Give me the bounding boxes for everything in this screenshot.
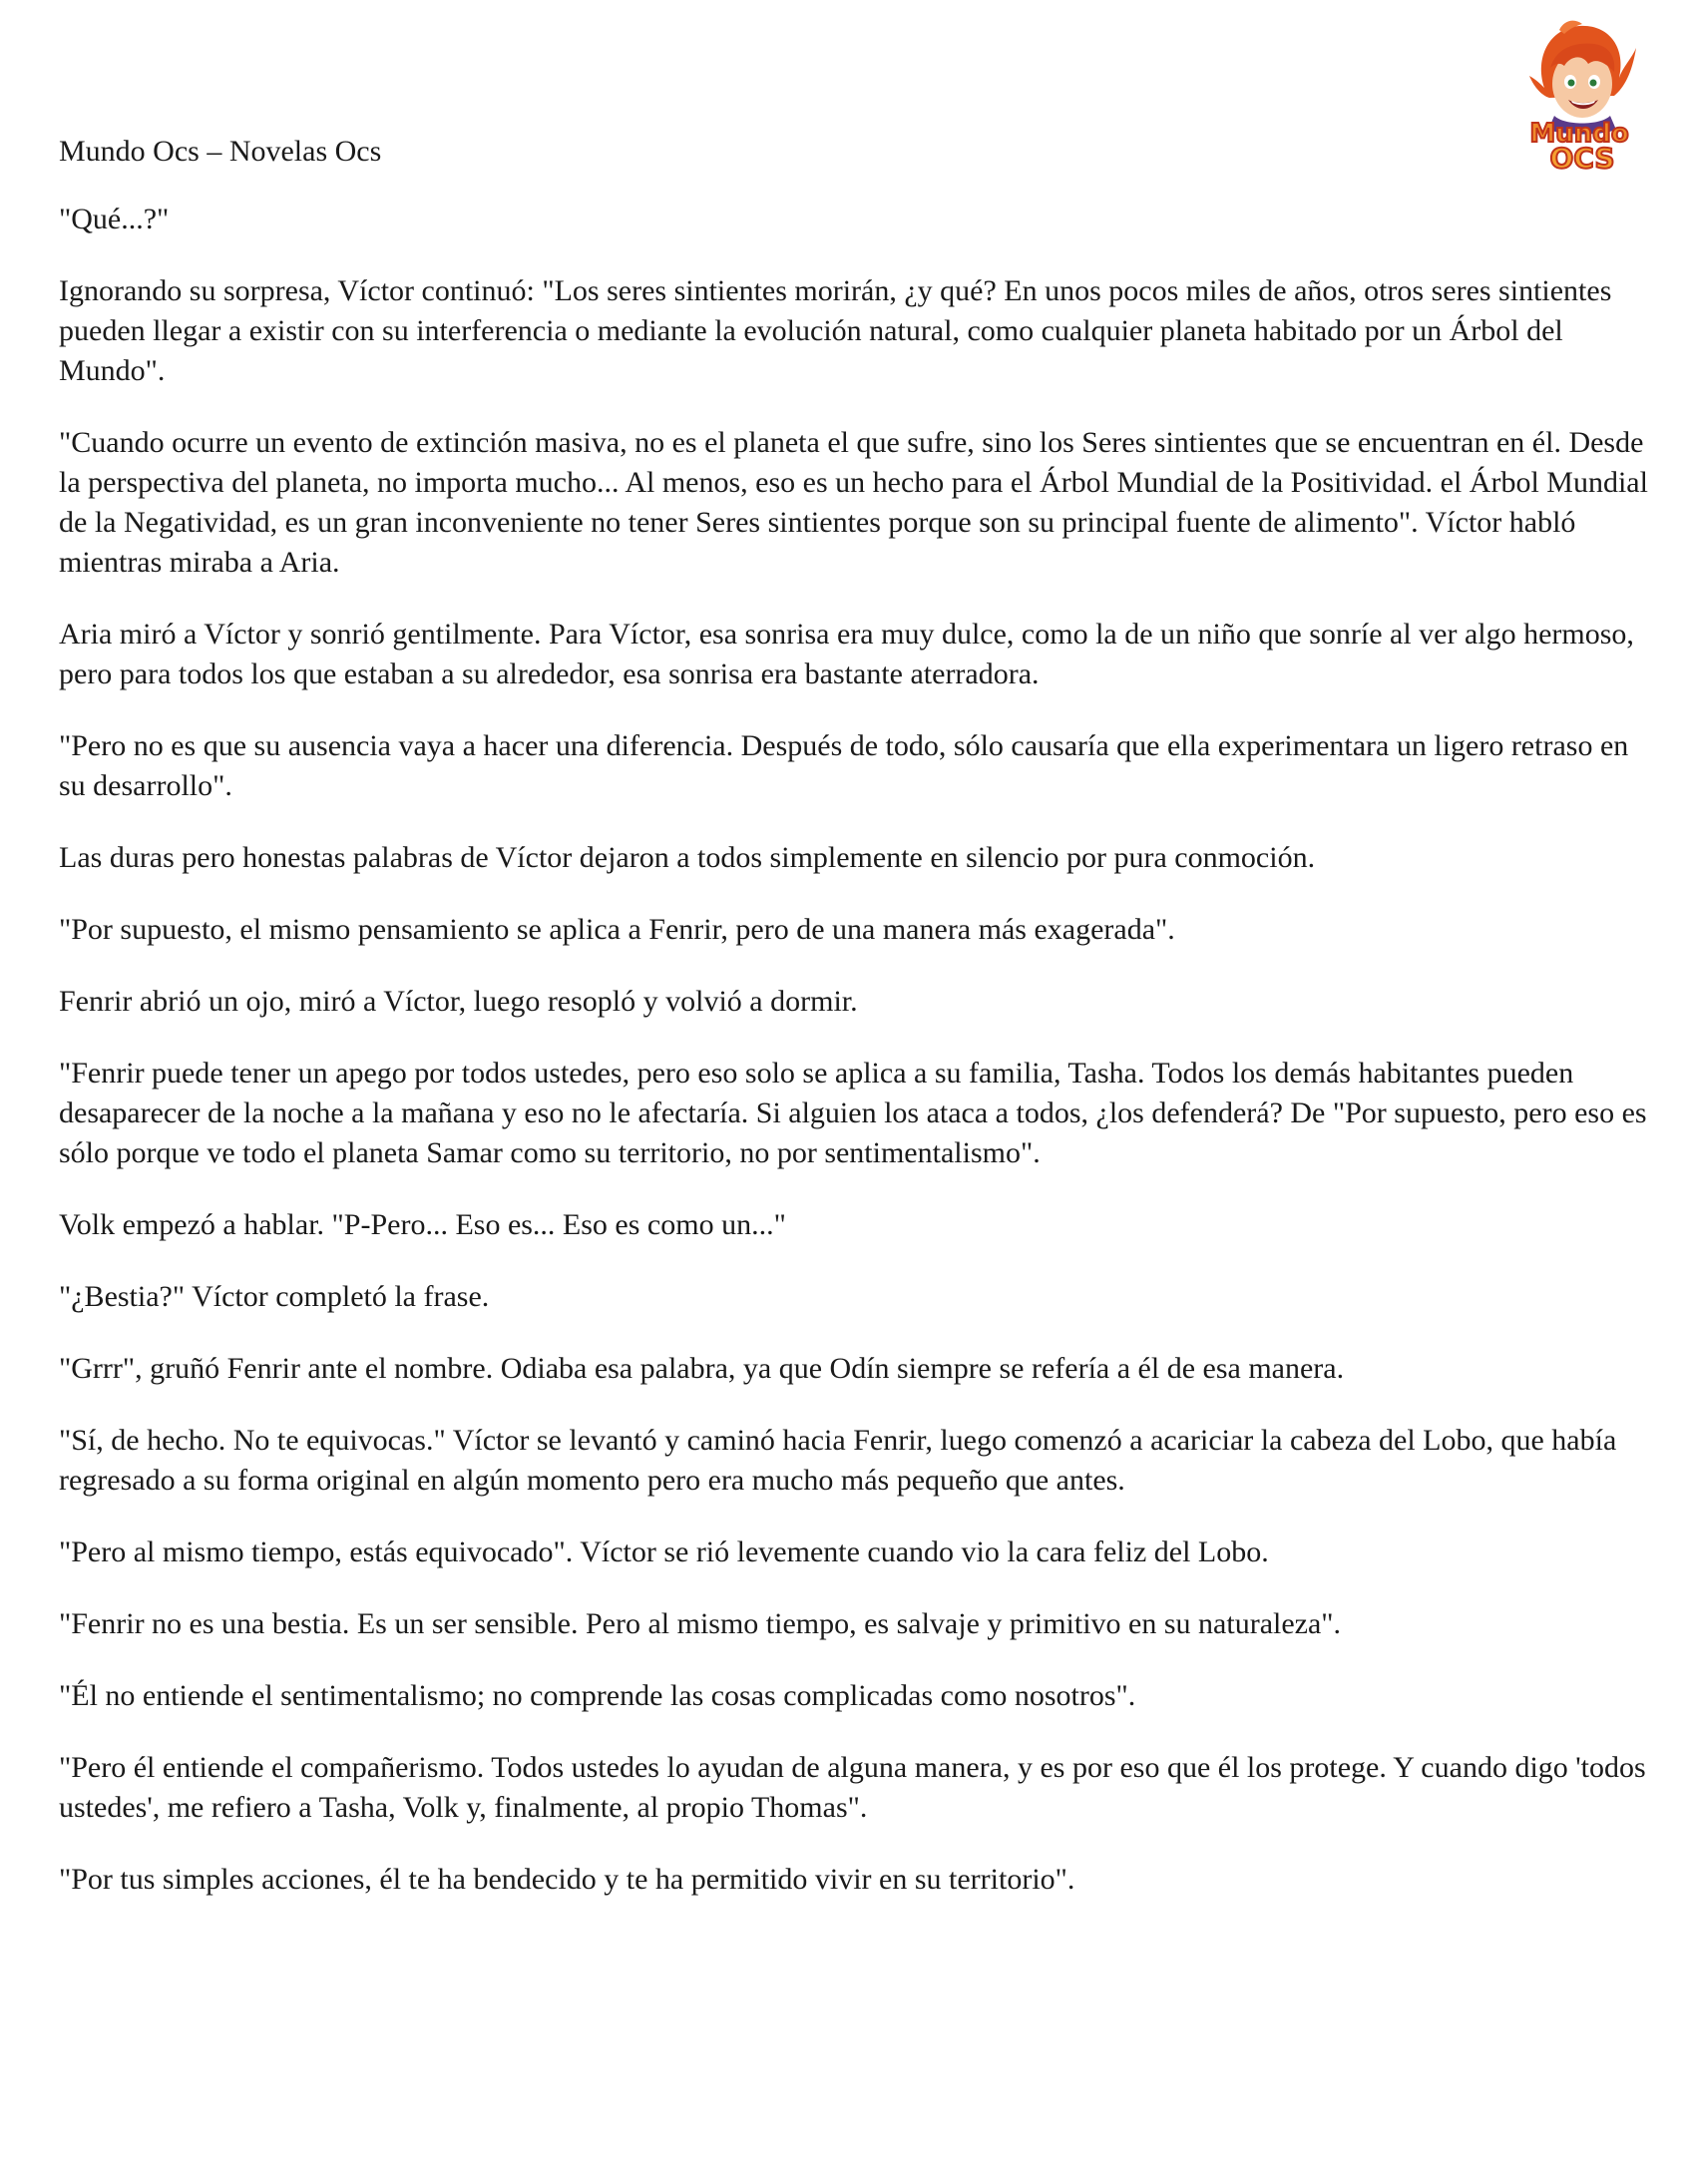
- paragraph: "Pero no es que su ausencia vaya a hacer una diferencia. Después de todo, sólo causaría que ella experimentara un ligero retraso en su desarrollo".: [59, 729, 1629, 802]
- logo-text-line1: Mundo: [1529, 119, 1629, 149]
- paragraph: "Por supuesto, el mismo pensamiento se aplica a Fenrir, pero de una manera más exagerada".: [59, 913, 1175, 946]
- paragraph: Volk empezó a hablar. "P-Pero... Eso es... Eso es como un...": [59, 1208, 786, 1241]
- paragraph: "Cuando ocurre un evento de extinción masiva, no es el planeta el que sufre, sino los Seres sintientes que se encuentran en él. Desde la perspectiva del planeta, no importa mucho... Al menos, eso es un hecho para el Árbol Mundial de la Positividad. el Árbol Mundial de la Negatividad, es un gran inconveniente no tener Seres sintientes porque son su principal fuente de alimento". Víctor habló mientras miraba a Aria.: [59, 426, 1648, 579]
- paragraph: Aria miró a Víctor y sonrió gentilmente. Para Víctor, esa sonrisa era muy dulce, como la de un niño que sonríe al ver algo hermoso, pero para todos los que estaban a su alrededor, esa sonrisa era bastante aterradora.: [59, 618, 1634, 690]
- paragraph: "Sí, de hecho. No te equivocas." Víctor se levantó y caminó hacia Fenrir, luego comenzó a acariciar la cabeza del Lobo, que había regresado a su forma original en algún momento pero era mucho más pequeño que antes.: [59, 1424, 1617, 1497]
- paragraph: Las duras pero honestas palabras de Víctor dejaron a todos simplemente en silencio por pura conmoción.: [59, 841, 1316, 874]
- paragraph: "Pero al mismo tiempo, estás equivocado". Víctor se rió levemente cuando vio la cara feliz del Lobo.: [59, 1535, 1269, 1568]
- paragraph: "¿Bestia?" Víctor completó la frase.: [59, 1280, 490, 1313]
- paragraph: "Fenrir puede tener un apego por todos ustedes, pero eso solo se aplica a su familia, Tasha. Todos los demás habitantes pueden desaparecer de la noche a la mañana y eso no le afectaría. Si alguien los ataca a todos, ¿los defenderá? De "Por supuesto, pero eso es sólo porque ve todo el planeta Samar como su territorio, no por sentimentalismo".: [59, 1057, 1647, 1169]
- paragraph: Fenrir abrió un ojo, miró a Víctor, luego resopló y volvió a dormir.: [59, 985, 858, 1018]
- paragraph: "Fenrir no es una bestia. Es un ser sensible. Pero al mismo tiempo, es salvaje y primitivo en su naturaleza".: [59, 1607, 1342, 1640]
- paragraph: "Pero él entiende el compañerismo. Todos ustedes lo ayudan de alguna manera, y es por eso que él los protege. Y cuando digo 'todos ustedes', me refiero a Tasha, Volk y, finalmente, al propio Thomas".: [59, 1751, 1646, 1824]
- paragraph: Ignorando su sorpresa, Víctor continuó: "Los seres sintientes morirán, ¿y qué? En unos pocos miles de años, otros seres sintientes pueden llegar a existir con su interferencia o mediante la evolución natural, como cualquier planeta habitado por un Árbol del Mundo".: [59, 274, 1612, 387]
- paragraph: "Él no entiende el sentimentalismo; no comprende las cosas complicadas como nosotros".: [59, 1679, 1136, 1712]
- document-body: [59, 132, 1655, 1932]
- paragraph: "Qué...?": [59, 203, 170, 235]
- paragraph: "Por tus simples acciones, él te ha bendecido y te ha permitido vivir en su territorio".: [59, 1863, 1075, 1896]
- paragraph: "Grrr", gruñó Fenrir ante el nombre. Odiaba esa palabra, ya que Odín siempre se refería a él de esa manera.: [59, 1352, 1345, 1385]
- page-header: Mundo Ocs – Novelas Ocs: [59, 135, 382, 168]
- logo-text-line2: OCS: [1549, 142, 1615, 175]
